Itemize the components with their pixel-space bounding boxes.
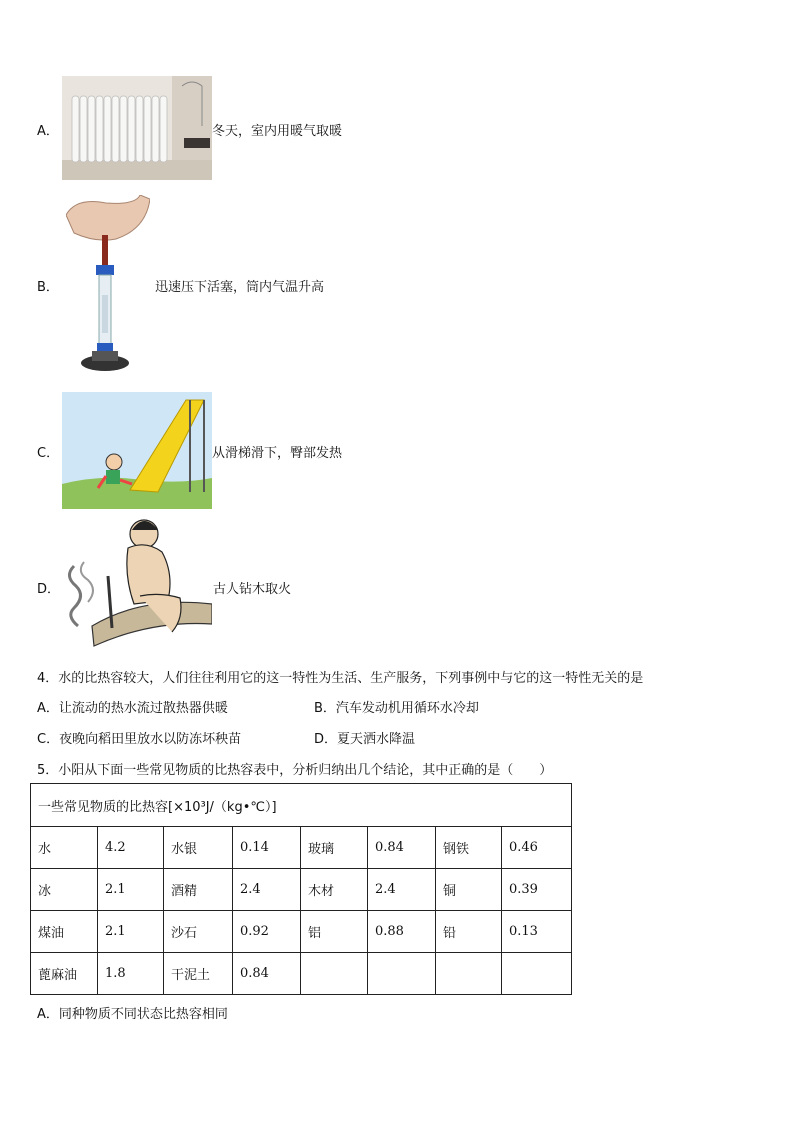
table-cell: 2.4 bbox=[368, 869, 436, 911]
table-cell bbox=[436, 953, 502, 995]
table-cell: 0.84 bbox=[233, 953, 301, 995]
q5-option-a: A．同种物质不同状态比热容相同 bbox=[37, 1007, 228, 1022]
air-pump-image bbox=[66, 195, 150, 381]
table-row bbox=[31, 911, 572, 953]
table-cell: 0.84 bbox=[368, 827, 436, 869]
table-cell: 水 bbox=[31, 827, 98, 869]
option-b-letter: B． bbox=[37, 280, 59, 295]
q4-option-c: C．夜晚向稻田里放水以防冻坏秧苗 bbox=[37, 732, 242, 747]
table-cell: 干泥土 bbox=[164, 953, 233, 995]
table-cell: 2.1 bbox=[98, 869, 164, 911]
table-cell: 0.88 bbox=[368, 911, 436, 953]
q4-stem: 4．水的比热容较大，人们往往利用它的这一特性为生活、生产服务，下列事例中与它的这一特性无关的是 bbox=[37, 671, 644, 686]
table-cell: 0.39 bbox=[502, 869, 572, 911]
table-title-row bbox=[31, 784, 572, 827]
table-cell: 4.2 bbox=[98, 827, 164, 869]
option-a-text: 冬天，室内用暖气取暖 bbox=[212, 124, 343, 139]
table-cell: 铝 bbox=[301, 911, 368, 953]
table-cell: 蓖麻油 bbox=[31, 953, 98, 995]
table-row bbox=[31, 953, 572, 995]
table-cell: 沙石 bbox=[164, 911, 233, 953]
table-cell: 0.14 bbox=[233, 827, 301, 869]
q4-option-d: D．夏天洒水降温 bbox=[314, 732, 416, 747]
table-cell: 玻璃 bbox=[301, 827, 368, 869]
table-cell: 0.46 bbox=[502, 827, 572, 869]
table-cell: 0.13 bbox=[502, 911, 572, 953]
slide-image bbox=[62, 392, 212, 509]
option-a-letter: A． bbox=[37, 124, 59, 139]
q5-stem: 5．小阳从下面一些常见物质的比热容表中，分析归纳出几个结论，其中正确的是（ ） bbox=[37, 763, 553, 778]
table-cell: 钢铁 bbox=[436, 827, 502, 869]
table-title: 一些常见物质的比热容[×10³J/（kg•℃）] bbox=[31, 784, 572, 827]
table-row bbox=[31, 869, 572, 911]
table-cell: 1.8 bbox=[98, 953, 164, 995]
table-cell: 2.1 bbox=[98, 911, 164, 953]
table-cell: 酒精 bbox=[164, 869, 233, 911]
option-d-letter: D． bbox=[37, 582, 61, 597]
table-cell: 2.4 bbox=[233, 869, 301, 911]
table-cell: 水银 bbox=[164, 827, 233, 869]
option-d-text: 古人钻木取火 bbox=[213, 582, 292, 597]
option-c-text: 从滑梯滑下，臀部发热 bbox=[212, 446, 343, 461]
radiator-image bbox=[62, 76, 212, 180]
table-cell: 煤油 bbox=[31, 911, 98, 953]
table-cell bbox=[301, 953, 368, 995]
table-cell: 铅 bbox=[436, 911, 502, 953]
table-cell: 木材 bbox=[301, 869, 368, 911]
table-cell bbox=[502, 953, 572, 995]
table-cell: 冰 bbox=[31, 869, 98, 911]
specific-heat-table bbox=[30, 783, 572, 995]
table-cell: 0.92 bbox=[233, 911, 301, 953]
q4-option-b: B．汽车发动机用循环水冷却 bbox=[314, 701, 479, 716]
table-row bbox=[31, 827, 572, 869]
table-cell: 铜 bbox=[436, 869, 502, 911]
table-cell bbox=[368, 953, 436, 995]
fire-drill-image bbox=[62, 516, 212, 647]
q4-option-a: A．让流动的热水流过散热器供暖 bbox=[37, 701, 228, 716]
option-c-letter: C． bbox=[37, 446, 60, 461]
option-b-text: 迅速压下活塞，筒内气温升高 bbox=[155, 280, 325, 295]
